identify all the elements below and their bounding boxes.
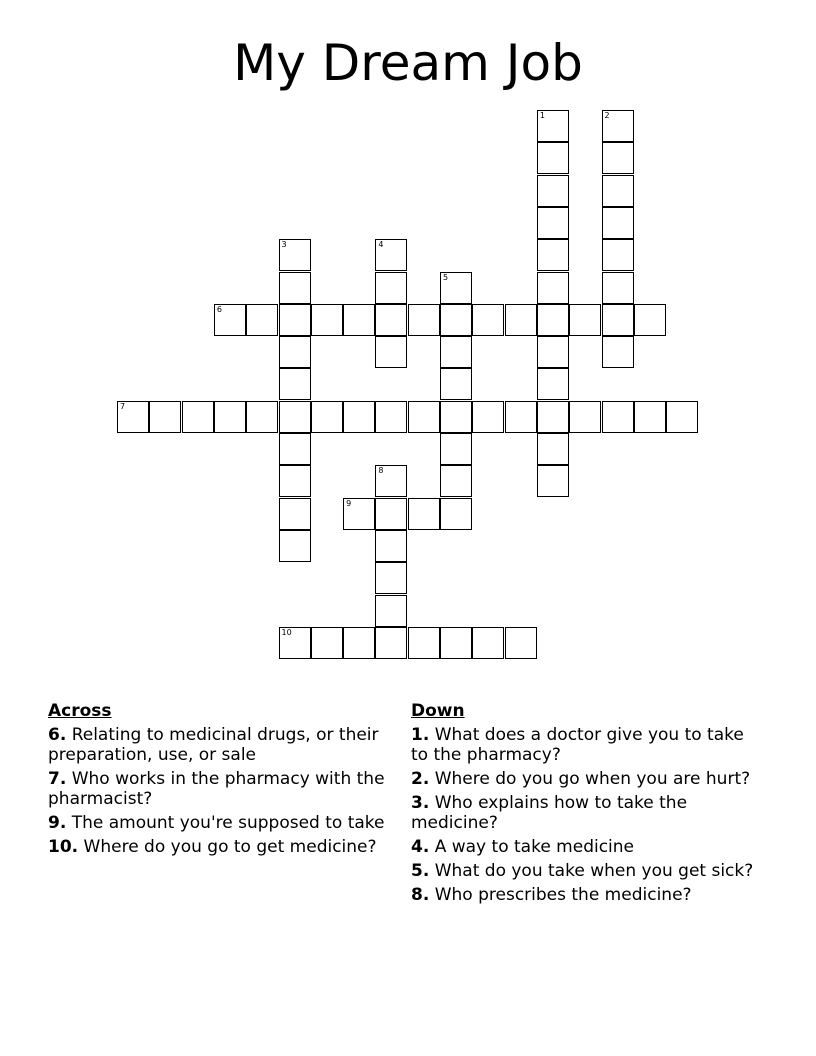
- across-clue: [48, 769, 393, 809]
- across-heading: Across: [48, 701, 112, 721]
- crossword-cell[interactable]: [440, 368, 472, 400]
- crossword-cell[interactable]: [537, 272, 569, 304]
- crossword-cell[interactable]: [279, 336, 311, 368]
- crossword-cell[interactable]: [569, 401, 601, 433]
- crossword-cell[interactable]: [246, 401, 278, 433]
- crossword-cell[interactable]: [537, 142, 569, 174]
- clue-number-label: 8: [378, 466, 384, 476]
- crossword-cell[interactable]: [440, 433, 472, 465]
- clue-number: 8.: [411, 885, 430, 905]
- crossword-cell[interactable]: [408, 498, 440, 530]
- clue-number-label: 1: [539, 111, 545, 120]
- crossword-cell[interactable]: [375, 304, 407, 336]
- clue-number-label: 7: [120, 401, 126, 411]
- crossword-cell[interactable]: [279, 465, 311, 497]
- down-heading: Down: [411, 701, 465, 721]
- clue-number-label: 6: [216, 304, 222, 314]
- clue-number-label: 2: [604, 111, 610, 120]
- clue-number: 5.: [411, 861, 430, 881]
- crossword-cell[interactable]: [440, 627, 472, 659]
- crossword-cell[interactable]: [537, 336, 569, 368]
- clue-number-label: 9: [346, 498, 352, 508]
- clue-text: Where do you go when you are hurt?: [434, 769, 751, 789]
- crossword-cell[interactable]: [343, 498, 375, 530]
- crossword-cell[interactable]: [505, 627, 537, 659]
- crossword-cell[interactable]: [537, 433, 569, 465]
- crossword-cell[interactable]: [214, 304, 246, 336]
- clue-number: 7.: [48, 769, 67, 789]
- crossword-cell[interactable]: [214, 401, 246, 433]
- across-clue: [48, 725, 393, 765]
- clue-text: A way to take medicine: [434, 837, 635, 857]
- crossword-cell[interactable]: [472, 304, 504, 336]
- crossword-cell[interactable]: [602, 272, 634, 304]
- clue-number: 2.: [411, 769, 430, 789]
- crossword-cell[interactable]: [279, 627, 311, 659]
- crossword-cell[interactable]: [246, 304, 278, 336]
- clue-number: 4.: [411, 837, 430, 857]
- clue-number-label: 4: [378, 240, 384, 250]
- crossword-cell[interactable]: [375, 627, 407, 659]
- crossword-cell[interactable]: [375, 562, 407, 594]
- clue-number: 10.: [48, 837, 79, 857]
- crossword-cell[interactable]: [472, 401, 504, 433]
- crossword-cell[interactable]: [375, 530, 407, 562]
- crossword-cell[interactable]: [279, 239, 311, 271]
- crossword-cell[interactable]: [537, 304, 569, 336]
- crossword-cell[interactable]: [279, 304, 311, 336]
- crossword-cell[interactable]: [149, 401, 181, 433]
- crossword-cell[interactable]: [602, 142, 634, 174]
- crossword-cell[interactable]: [602, 239, 634, 271]
- crossword-cell[interactable]: [537, 368, 569, 400]
- down-clue: [411, 837, 756, 857]
- crossword-cell[interactable]: [537, 110, 569, 142]
- across-clues: [48, 701, 393, 861]
- crossword-cell[interactable]: [537, 239, 569, 271]
- clue-number-label: 5: [443, 272, 449, 282]
- crossword-cell[interactable]: [440, 336, 472, 368]
- clue-number: 3.: [411, 793, 430, 813]
- crossword-cell[interactable]: [343, 304, 375, 336]
- crossword-cell[interactable]: [311, 304, 343, 336]
- crossword-cell[interactable]: [375, 239, 407, 271]
- crossword-cell[interactable]: [602, 304, 634, 336]
- clue-text: What do you take when you get sick?: [434, 861, 754, 881]
- crossword-cell[interactable]: [311, 401, 343, 433]
- down-clue: [411, 793, 756, 833]
- crossword-cell[interactable]: [279, 368, 311, 400]
- clue-number: 9.: [48, 813, 67, 833]
- clue-text: Who works in the pharmacy with the pharmacist?: [48, 769, 385, 809]
- down-clue: [411, 725, 756, 765]
- crossword-cell[interactable]: [117, 401, 149, 433]
- across-clue: [48, 813, 393, 833]
- crossword-cell[interactable]: [602, 207, 634, 239]
- crossword-cell[interactable]: [569, 304, 601, 336]
- crossword-cell[interactable]: [440, 304, 472, 336]
- down-clues: [411, 701, 756, 909]
- crossword-cell[interactable]: [408, 304, 440, 336]
- crossword-cell[interactable]: [343, 627, 375, 659]
- down-clue: [411, 885, 756, 905]
- clue-text: Relating to medicinal drugs, or their preparation, use, or sale: [48, 725, 379, 765]
- page-title: My Dream Job: [233, 34, 583, 92]
- crossword-cell[interactable]: [505, 401, 537, 433]
- across-clue: [48, 837, 393, 857]
- down-clue: [411, 861, 756, 881]
- clue-text: Who explains how to take the medicine?: [411, 793, 688, 833]
- crossword-cell[interactable]: [279, 498, 311, 530]
- crossword-cell[interactable]: [440, 272, 472, 304]
- crossword-cell[interactable]: [311, 627, 343, 659]
- crossword-cell[interactable]: [375, 336, 407, 368]
- crossword-cell[interactable]: [634, 304, 666, 336]
- crossword-cell[interactable]: [634, 401, 666, 433]
- clue-number: 6.: [48, 725, 67, 745]
- crossword-cell[interactable]: [343, 401, 375, 433]
- clue-text: The amount you're supposed to take: [71, 813, 385, 833]
- crossword-cell[interactable]: [666, 401, 698, 433]
- down-clue: [411, 769, 756, 789]
- crossword-cell[interactable]: [537, 207, 569, 239]
- crossword-cell[interactable]: [279, 433, 311, 465]
- crossword-cell[interactable]: [537, 175, 569, 207]
- crossword-cell[interactable]: [408, 401, 440, 433]
- clue-text: What does a doctor give you to take to the pharmacy?: [411, 725, 744, 765]
- crossword-cell[interactable]: [440, 401, 472, 433]
- clue-text: Where do you go to get medicine?: [83, 837, 377, 857]
- crossword-cell[interactable]: [602, 401, 634, 433]
- crossword-cell[interactable]: [602, 110, 634, 142]
- crossword-cell[interactable]: [602, 336, 634, 368]
- crossword-cell[interactable]: [440, 498, 472, 530]
- crossword-cell[interactable]: [472, 627, 504, 659]
- crossword-cell[interactable]: [440, 465, 472, 497]
- clue-text: Who prescribes the medicine?: [434, 885, 692, 905]
- crossword-cell[interactable]: [182, 401, 214, 433]
- crossword-cell[interactable]: [375, 498, 407, 530]
- crossword-cell[interactable]: [375, 595, 407, 627]
- crossword-cell[interactable]: [537, 465, 569, 497]
- clue-number-label: 10: [281, 627, 292, 637]
- crossword-cell[interactable]: [375, 272, 407, 304]
- crossword-cell[interactable]: [505, 304, 537, 336]
- crossword-cell[interactable]: [279, 272, 311, 304]
- crossword-cell[interactable]: [279, 530, 311, 562]
- crossword-cell[interactable]: [602, 175, 634, 207]
- crossword-cell[interactable]: [408, 627, 440, 659]
- crossword-cell[interactable]: [375, 465, 407, 497]
- crossword-cell[interactable]: [279, 401, 311, 433]
- clue-number-label: 3: [281, 240, 287, 250]
- clue-number: 1.: [411, 725, 430, 745]
- crossword-cell[interactable]: [537, 401, 569, 433]
- crossword-cell[interactable]: [375, 401, 407, 433]
